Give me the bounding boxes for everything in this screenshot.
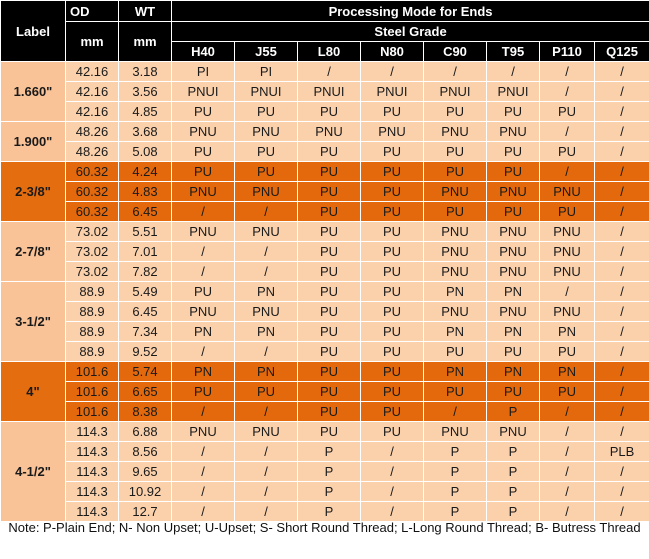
od-cell: 73.02 bbox=[66, 222, 119, 242]
mode-cell: PU bbox=[424, 102, 487, 122]
grade-header: P110 bbox=[540, 42, 595, 62]
mode-cell: PNUI bbox=[487, 82, 540, 102]
mode-cell: PNU bbox=[540, 222, 595, 242]
table-row bbox=[1, 162, 649, 182]
mode-cell: PU bbox=[361, 382, 424, 402]
table-body bbox=[1, 62, 649, 522]
mode-cell: PU bbox=[361, 402, 424, 422]
mode-cell: PU bbox=[172, 102, 235, 122]
mode-cell: PNU bbox=[172, 182, 235, 202]
table-row bbox=[1, 362, 649, 382]
mode-cell: PU bbox=[235, 382, 298, 402]
mode-cell: PNU bbox=[540, 302, 595, 322]
mode-cell: / bbox=[595, 282, 649, 302]
table-row bbox=[1, 302, 649, 322]
mode-cell: / bbox=[595, 322, 649, 342]
mode-cell: PNU bbox=[540, 242, 595, 262]
wt-cell: 7.34 bbox=[119, 322, 172, 342]
wt-cell: 5.74 bbox=[119, 362, 172, 382]
od-cell: 114.3 bbox=[66, 482, 119, 502]
mode-cell: PNU bbox=[424, 182, 487, 202]
od-cell: 60.32 bbox=[66, 182, 119, 202]
table-row bbox=[1, 182, 649, 202]
mode-cell: / bbox=[595, 142, 649, 162]
mode-cell: PU bbox=[424, 162, 487, 182]
mode-cell: / bbox=[540, 162, 595, 182]
mode-cell: / bbox=[424, 62, 487, 82]
mode-cell: PN bbox=[424, 322, 487, 342]
mode-cell: PU bbox=[361, 182, 424, 202]
mode-cell: / bbox=[595, 462, 649, 482]
table-row bbox=[1, 102, 649, 122]
mode-cell: PU bbox=[361, 282, 424, 302]
mode-cell: / bbox=[172, 482, 235, 502]
table-row bbox=[1, 322, 649, 342]
wt-cell: 4.24 bbox=[119, 162, 172, 182]
od-cell: 88.9 bbox=[66, 342, 119, 362]
od-cell: 101.6 bbox=[66, 382, 119, 402]
mode-cell: / bbox=[235, 502, 298, 522]
wt-cell: 4.85 bbox=[119, 102, 172, 122]
mode-cell: PU bbox=[172, 162, 235, 182]
mode-cell: PNU bbox=[235, 302, 298, 322]
table-row bbox=[1, 202, 649, 222]
od-cell: 88.9 bbox=[66, 282, 119, 302]
mode-cell: PLB bbox=[595, 442, 649, 462]
table-row bbox=[1, 422, 649, 442]
mode-cell: / bbox=[172, 342, 235, 362]
mode-cell: PU bbox=[361, 362, 424, 382]
mode-cell: / bbox=[540, 402, 595, 422]
mode-cell: / bbox=[235, 342, 298, 362]
wt-cell: 3.68 bbox=[119, 122, 172, 142]
mode-cell: PN bbox=[487, 362, 540, 382]
mode-cell: PNU bbox=[235, 422, 298, 442]
mode-cell: / bbox=[361, 502, 424, 522]
mode-cell: PNU bbox=[424, 242, 487, 262]
mode-cell: PNU bbox=[235, 122, 298, 142]
mode-cell: / bbox=[172, 462, 235, 482]
mode-cell: PU bbox=[298, 142, 361, 162]
steel-grade-header: Steel Grade bbox=[172, 22, 649, 42]
mode-cell: PNU bbox=[172, 222, 235, 242]
mode-cell: PNUI bbox=[298, 82, 361, 102]
mode-cell: / bbox=[298, 62, 361, 82]
mode-cell: PN bbox=[172, 322, 235, 342]
grade-header: J55 bbox=[235, 42, 298, 62]
mode-cell: / bbox=[595, 202, 649, 222]
mode-cell: / bbox=[235, 482, 298, 502]
mode-cell: PN bbox=[540, 322, 595, 342]
mode-cell: PN bbox=[424, 282, 487, 302]
mode-cell: / bbox=[540, 482, 595, 502]
mode-cell: / bbox=[172, 402, 235, 422]
mode-cell: PU bbox=[298, 282, 361, 302]
mode-cell: PN bbox=[487, 282, 540, 302]
mode-cell: PU bbox=[540, 342, 595, 362]
od-cell: 114.3 bbox=[66, 422, 119, 442]
wt-cell: 7.01 bbox=[119, 242, 172, 262]
mode-cell: PU bbox=[361, 342, 424, 362]
wt-cell: 8.56 bbox=[119, 442, 172, 462]
mode-cell: P bbox=[298, 442, 361, 462]
table-row bbox=[1, 342, 649, 362]
wt-unit: mm bbox=[119, 22, 172, 62]
mode-cell: PN bbox=[235, 282, 298, 302]
mode-cell: / bbox=[595, 342, 649, 362]
od-cell: 42.16 bbox=[66, 82, 119, 102]
mode-cell: / bbox=[540, 502, 595, 522]
mode-cell: PU bbox=[298, 162, 361, 182]
mode-cell: P bbox=[487, 402, 540, 422]
mode-cell: PN bbox=[235, 322, 298, 342]
table-row bbox=[1, 402, 649, 422]
mode-cell: PU bbox=[172, 142, 235, 162]
mode-cell: PU bbox=[361, 302, 424, 322]
wt-cell: 5.51 bbox=[119, 222, 172, 242]
grade-header: T95 bbox=[487, 42, 540, 62]
mode-cell: / bbox=[540, 62, 595, 82]
mode-cell: PNU bbox=[424, 422, 487, 442]
mode-cell: / bbox=[172, 242, 235, 262]
mode-cell: PN bbox=[235, 362, 298, 382]
mode-cell: PU bbox=[487, 342, 540, 362]
mode-cell: P bbox=[487, 442, 540, 462]
od-unit: mm bbox=[66, 22, 119, 62]
processing-mode-header: Processing Mode for Ends bbox=[172, 1, 649, 22]
mode-cell: PU bbox=[540, 102, 595, 122]
mode-cell: PN bbox=[424, 362, 487, 382]
mode-cell: PU bbox=[298, 182, 361, 202]
mode-cell: PNU bbox=[235, 222, 298, 242]
mode-cell: P bbox=[298, 462, 361, 482]
od-cell: 48.26 bbox=[66, 122, 119, 142]
mode-cell: PU bbox=[172, 382, 235, 402]
table-row bbox=[1, 222, 649, 242]
mode-cell: / bbox=[424, 402, 487, 422]
mode-cell: PU bbox=[424, 342, 487, 362]
grade-header: N80 bbox=[361, 42, 424, 62]
mode-cell: PU bbox=[298, 102, 361, 122]
grade-header: L80 bbox=[298, 42, 361, 62]
mode-cell: P bbox=[424, 462, 487, 482]
mode-cell: / bbox=[595, 222, 649, 242]
mode-cell: / bbox=[235, 462, 298, 482]
wt-cell: 3.56 bbox=[119, 82, 172, 102]
table-row bbox=[1, 462, 649, 482]
wt-cell: 8.38 bbox=[119, 402, 172, 422]
mode-cell: PNU bbox=[172, 302, 235, 322]
size-label: 1.660" bbox=[1, 62, 66, 122]
mode-cell: PU bbox=[172, 282, 235, 302]
mode-cell: PU bbox=[540, 142, 595, 162]
table-row bbox=[1, 442, 649, 462]
mode-cell: / bbox=[595, 502, 649, 522]
od-cell: 42.16 bbox=[66, 102, 119, 122]
mode-cell: / bbox=[540, 282, 595, 302]
mode-cell: P bbox=[424, 482, 487, 502]
mode-cell: PU bbox=[361, 322, 424, 342]
od-cell: 48.26 bbox=[66, 142, 119, 162]
mode-cell: PNU bbox=[172, 422, 235, 442]
mode-cell: P bbox=[298, 482, 361, 502]
mode-cell: PU bbox=[540, 382, 595, 402]
mode-cell: PU bbox=[361, 262, 424, 282]
mode-cell: PNU bbox=[424, 262, 487, 282]
mode-cell: / bbox=[595, 262, 649, 282]
mode-cell: PU bbox=[361, 162, 424, 182]
mode-cell: PU bbox=[298, 262, 361, 282]
wt-header: WT bbox=[119, 1, 172, 22]
mode-cell: PN bbox=[540, 362, 595, 382]
mode-cell: / bbox=[595, 362, 649, 382]
mode-cell: / bbox=[595, 382, 649, 402]
od-cell: 114.3 bbox=[66, 462, 119, 482]
table-row bbox=[1, 242, 649, 262]
wt-cell: 5.08 bbox=[119, 142, 172, 162]
mode-cell: PU bbox=[361, 202, 424, 222]
wt-cell: 12.7 bbox=[119, 502, 172, 522]
mode-cell: P bbox=[424, 442, 487, 462]
grade-header: H40 bbox=[172, 42, 235, 62]
mode-cell: PU bbox=[487, 202, 540, 222]
mode-cell: / bbox=[361, 62, 424, 82]
mode-cell: PU bbox=[487, 142, 540, 162]
mode-cell: P bbox=[487, 482, 540, 502]
size-label: 1.900" bbox=[1, 122, 66, 162]
wt-cell: 5.49 bbox=[119, 282, 172, 302]
od-cell: 73.02 bbox=[66, 262, 119, 282]
mode-cell: / bbox=[235, 262, 298, 282]
mode-cell: PU bbox=[361, 422, 424, 442]
od-cell: 101.6 bbox=[66, 402, 119, 422]
mode-cell: / bbox=[595, 242, 649, 262]
wt-cell: 7.82 bbox=[119, 262, 172, 282]
mode-cell: / bbox=[595, 422, 649, 442]
mode-cell: PNUI bbox=[235, 82, 298, 102]
od-cell: 101.6 bbox=[66, 362, 119, 382]
mode-cell: / bbox=[235, 242, 298, 262]
mode-cell: / bbox=[235, 442, 298, 462]
mode-cell: PU bbox=[487, 162, 540, 182]
mode-cell: / bbox=[235, 202, 298, 222]
mode-cell: PNU bbox=[540, 182, 595, 202]
mode-cell: / bbox=[235, 402, 298, 422]
mode-cell: PU bbox=[298, 382, 361, 402]
od-header: OD bbox=[66, 1, 119, 22]
table-row bbox=[1, 122, 649, 142]
mode-cell: PU bbox=[487, 382, 540, 402]
mode-cell: PNUI bbox=[361, 82, 424, 102]
wt-cell: 9.65 bbox=[119, 462, 172, 482]
mode-cell: / bbox=[540, 82, 595, 102]
mode-cell: PU bbox=[361, 142, 424, 162]
mode-cell: P bbox=[487, 462, 540, 482]
mode-cell: PNU bbox=[424, 222, 487, 242]
od-cell: 114.3 bbox=[66, 442, 119, 462]
mode-cell: PU bbox=[361, 242, 424, 262]
size-label: 2-7/8" bbox=[1, 222, 66, 282]
wt-cell: 4.83 bbox=[119, 182, 172, 202]
mode-cell: PN bbox=[487, 322, 540, 342]
mode-cell: PU bbox=[424, 202, 487, 222]
mode-cell: PU bbox=[298, 242, 361, 262]
mode-cell: / bbox=[172, 262, 235, 282]
table-row bbox=[1, 142, 649, 162]
mode-cell: PNU bbox=[361, 122, 424, 142]
size-label: 4-1/2" bbox=[1, 422, 66, 522]
wt-cell: 6.88 bbox=[119, 422, 172, 442]
od-cell: 73.02 bbox=[66, 242, 119, 262]
wt-cell: 6.65 bbox=[119, 382, 172, 402]
mode-cell: P bbox=[487, 502, 540, 522]
mode-cell: PNU bbox=[487, 422, 540, 442]
mode-cell: P bbox=[424, 502, 487, 522]
mode-cell: PU bbox=[424, 142, 487, 162]
wt-cell: 3.18 bbox=[119, 62, 172, 82]
mode-cell: PU bbox=[298, 402, 361, 422]
mode-cell: PNUI bbox=[172, 82, 235, 102]
od-cell: 114.3 bbox=[66, 502, 119, 522]
table-row bbox=[1, 62, 649, 82]
mode-cell: PU bbox=[235, 102, 298, 122]
mode-cell: PNU bbox=[235, 182, 298, 202]
mode-cell: / bbox=[595, 302, 649, 322]
od-cell: 42.16 bbox=[66, 62, 119, 82]
table-row bbox=[1, 282, 649, 302]
mode-cell: PU bbox=[424, 382, 487, 402]
mode-cell: PU bbox=[298, 342, 361, 362]
mode-cell: PU bbox=[298, 222, 361, 242]
size-label: 2-3/8" bbox=[1, 162, 66, 222]
mode-cell: PU bbox=[361, 102, 424, 122]
mode-cell: / bbox=[172, 502, 235, 522]
wt-cell: 6.45 bbox=[119, 302, 172, 322]
mode-cell: PNU bbox=[424, 302, 487, 322]
mode-cell: PNUI bbox=[424, 82, 487, 102]
mode-cell: PU bbox=[298, 362, 361, 382]
wt-cell: 10.92 bbox=[119, 482, 172, 502]
mode-cell: / bbox=[595, 62, 649, 82]
mode-cell: PNU bbox=[487, 122, 540, 142]
size-label: 4" bbox=[1, 362, 66, 422]
grade-header: Q125 bbox=[595, 42, 649, 62]
grade-header: C90 bbox=[424, 42, 487, 62]
mode-cell: P bbox=[298, 502, 361, 522]
mode-cell: PU bbox=[298, 322, 361, 342]
mode-cell: / bbox=[595, 482, 649, 502]
mode-cell: / bbox=[172, 442, 235, 462]
mode-cell: PNU bbox=[424, 122, 487, 142]
mode-cell: / bbox=[595, 162, 649, 182]
mode-cell: / bbox=[172, 202, 235, 222]
wt-cell: 6.45 bbox=[119, 202, 172, 222]
od-cell: 88.9 bbox=[66, 302, 119, 322]
mode-cell: / bbox=[540, 462, 595, 482]
od-cell: 60.32 bbox=[66, 162, 119, 182]
mode-cell: PNU bbox=[172, 122, 235, 142]
mode-cell: / bbox=[540, 442, 595, 462]
od-cell: 88.9 bbox=[66, 322, 119, 342]
mode-cell: PU bbox=[298, 202, 361, 222]
mode-cell: PNU bbox=[487, 302, 540, 322]
table-row bbox=[1, 482, 649, 502]
mode-cell: PNU bbox=[540, 262, 595, 282]
mode-cell: / bbox=[487, 62, 540, 82]
mode-cell: PNU bbox=[487, 222, 540, 242]
table-row bbox=[1, 382, 649, 402]
mode-cell: PI bbox=[172, 62, 235, 82]
mode-cell: PU bbox=[540, 202, 595, 222]
mode-cell: PU bbox=[235, 142, 298, 162]
mode-cell: PNU bbox=[487, 242, 540, 262]
mode-cell: PI bbox=[235, 62, 298, 82]
legend-note: Note: P-Plain End; N- Non Upset; U-Upset; S- Short Round Thread; L-Long Round Thread; B- Butress Thread bbox=[8, 520, 641, 535]
mode-cell: PNU bbox=[487, 182, 540, 202]
table-row bbox=[1, 82, 649, 102]
mode-cell: PU bbox=[487, 102, 540, 122]
mode-cell: PU bbox=[298, 422, 361, 442]
od-cell: 60.32 bbox=[66, 202, 119, 222]
mode-cell: / bbox=[540, 422, 595, 442]
mode-cell: / bbox=[595, 122, 649, 142]
mode-cell: / bbox=[595, 182, 649, 202]
wt-cell: 9.52 bbox=[119, 342, 172, 362]
mode-cell: PNU bbox=[298, 122, 361, 142]
mode-cell: PNU bbox=[487, 262, 540, 282]
table-row bbox=[1, 262, 649, 282]
mode-cell: / bbox=[361, 442, 424, 462]
mode-cell: / bbox=[361, 462, 424, 482]
mode-cell: / bbox=[540, 122, 595, 142]
size-label: 3-1/2" bbox=[1, 282, 66, 362]
label-header: Label bbox=[1, 1, 66, 62]
mode-cell: / bbox=[595, 402, 649, 422]
mode-cell: / bbox=[595, 82, 649, 102]
mode-cell: PU bbox=[361, 222, 424, 242]
mode-cell: PN bbox=[172, 362, 235, 382]
mode-cell: / bbox=[595, 102, 649, 122]
mode-cell: PU bbox=[298, 302, 361, 322]
mode-cell: PU bbox=[235, 162, 298, 182]
mode-cell: / bbox=[361, 482, 424, 502]
